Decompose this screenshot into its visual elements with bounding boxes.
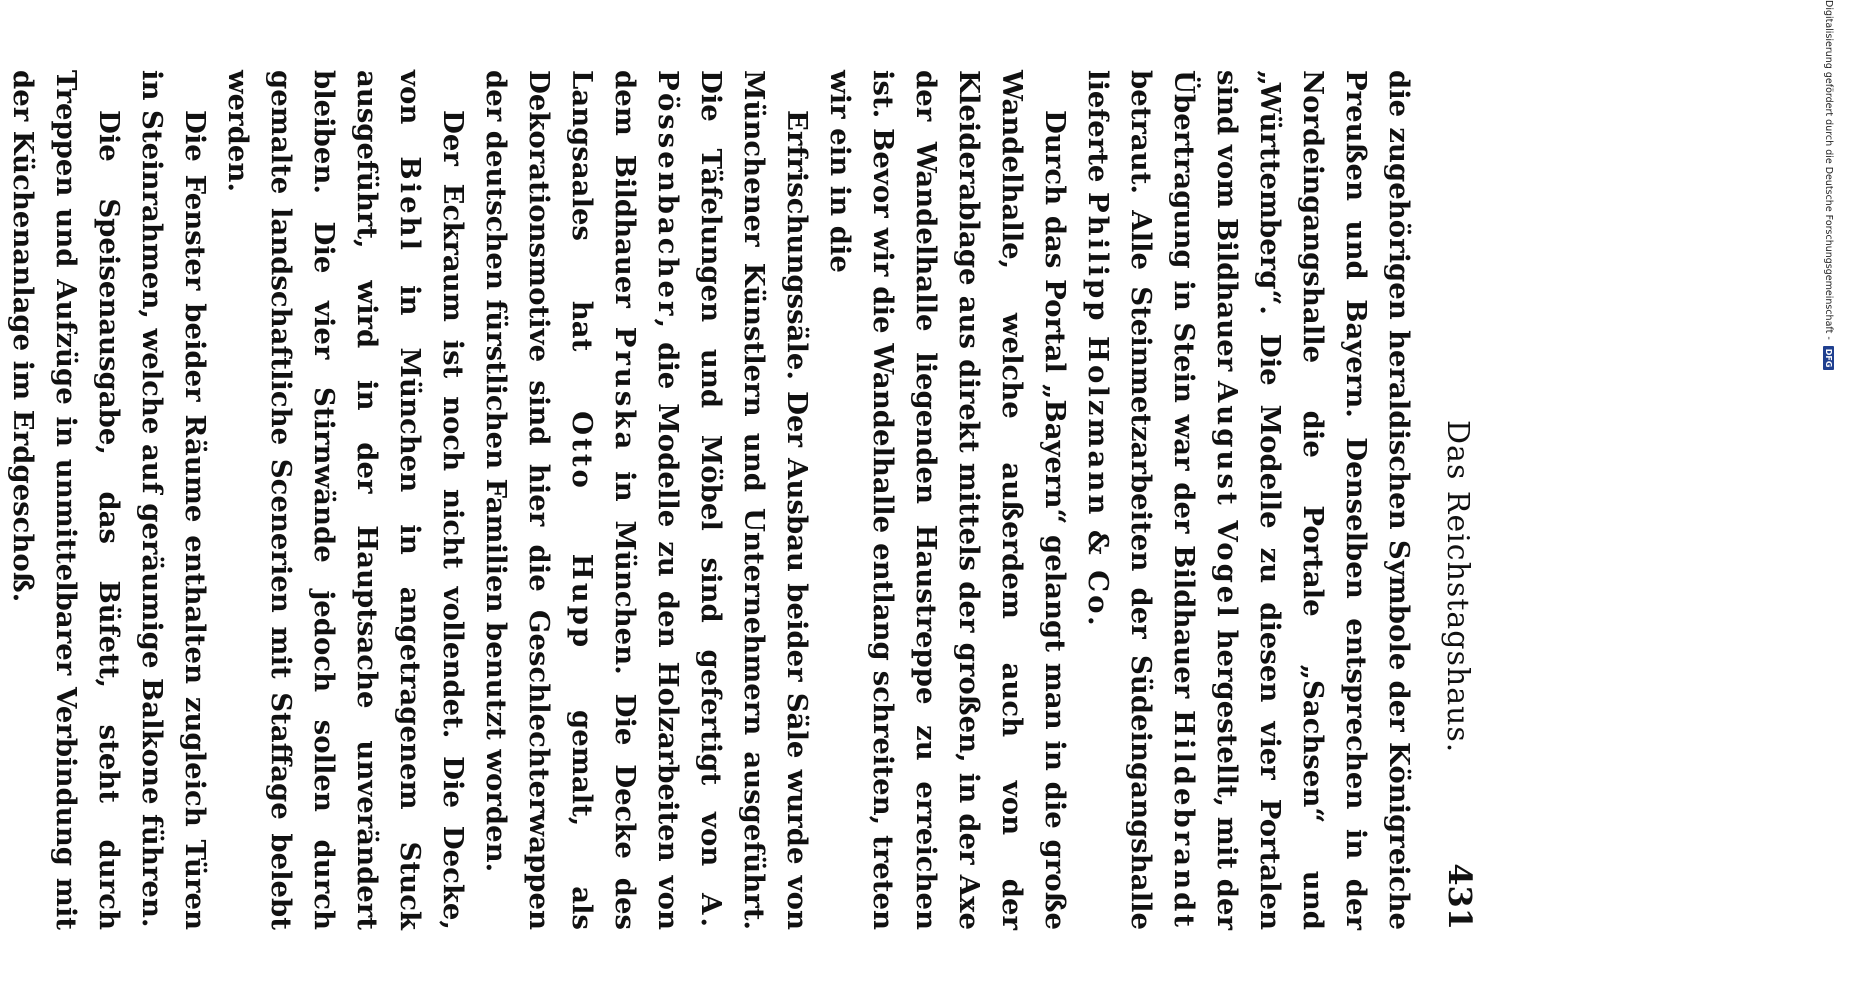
person-name: A. Pössenbacher xyxy=(652,70,727,930)
dfg-logo-icon: DFG xyxy=(1824,346,1835,371)
section-heading: Erfrischungssäle. xyxy=(781,110,813,380)
paragraph-text: Durch das Portal „Bayern“ gelangt man in die große Wandelhalle, welche außerdem auch von der Kleiderablage aus direkt mittels der großen, in der Axe der Wandelhalle liegenden Haustreppe zu erreichen ist. Bevor wir die Wandelhalle entlang schreiten, treten wir ein in die xyxy=(824,70,1071,930)
person-name: Otto Hupp xyxy=(566,411,598,651)
paragraph-text: in München in angetragenem Stuck ausgeführt, wird in der Hauptsache unverändert bleiben. Die vier Stirnwände jedoch sollen durch gemalte landschaftliche Scenerien mit Staffage belebt werden. xyxy=(222,70,426,930)
running-head-title: Das Reichstagshaus. xyxy=(1440,420,1475,754)
paragraph-text: Die Fenster beider Räume enthalten zugleich Türen in Steinrahmen, welche auf geräumige Balkone führen. xyxy=(136,70,211,930)
paragraph-text: in München. Die Decke des Langsaales hat xyxy=(566,70,641,930)
body-text xyxy=(1,70,1420,930)
paragraph-text: Die Speisenausgabe, das Büfett, steht durch Treppen und Aufzüge in unmittelbarer Verbindung mit der Küchenanlage im Erdgeschoß. xyxy=(7,70,125,930)
digitization-credit xyxy=(1822,0,1836,1000)
paragraph-portals xyxy=(1076,70,1420,930)
page-number: 431 xyxy=(1441,863,1479,930)
paragraph-erfrischungssaele xyxy=(474,70,818,930)
paragraph-text: , die Modelle zu den Holzarbeiten von dem Bildhauer xyxy=(609,70,684,930)
person-name: Hildebrandt xyxy=(1168,709,1200,931)
person-name: August Vogel xyxy=(1211,380,1243,620)
paragraph-text: betraut. Alle Steinmetzarbeiten der Südeingangshalle lieferte xyxy=(1082,70,1157,930)
paragraph-text: Der Ausbau beider Säle wurde von Münchener Künstlern und Unternehmern ausgeführt. Die Täfelungen und Möbel sind gefertigt von xyxy=(695,70,813,931)
paragraph-text: die zugehörigen heraldischen Symbole der Königreiche Preußen und Bayern. Denselben entsprechen in der Nordeingangshalle die Portale „Sachsen“ und „Württemberg“. Die Modelle zu diesen vier Portalen sind vom Bildhauer xyxy=(1211,70,1415,930)
person-name: Biehl xyxy=(394,156,426,254)
paragraph-eckraum xyxy=(216,70,474,930)
paragraph-text: gemalt, als Dekorationsmotive sind hier die Geschlechterwappen der deutschen fürstlichen Familien benutzt worden. xyxy=(480,70,598,930)
paragraph-wandelhalle xyxy=(818,70,1076,930)
paragraph-text: hergestellt, mit der Übertragung in Stein war der Bildhauer xyxy=(1168,70,1243,931)
paragraph-fenster xyxy=(130,70,216,930)
running-head xyxy=(1435,70,1479,930)
paragraph-speisenausgabe xyxy=(1,70,130,930)
credit-text: Digitalisierung gefördert durch die Deutsche Forschungsgemeinschaft - xyxy=(1823,0,1835,340)
company-name: Philipp Holzmann & Co. xyxy=(1082,191,1114,629)
paragraph-text: Der Eckraum ist noch nicht vollendet. Die Decke, von xyxy=(394,70,469,930)
person-name: Pruska xyxy=(609,326,641,453)
